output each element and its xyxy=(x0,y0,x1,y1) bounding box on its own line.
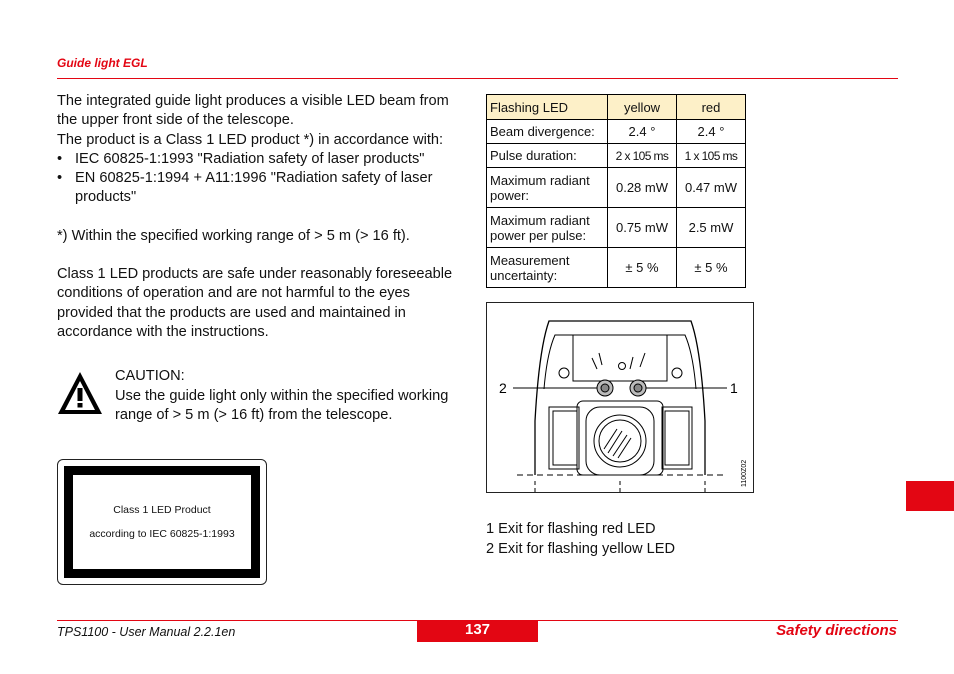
table-header-row xyxy=(487,95,746,120)
table-row xyxy=(487,168,746,208)
callout-label-2: 2 xyxy=(499,380,507,396)
figure-code: 1100Z02 xyxy=(741,459,748,487)
manual-title: TPS1100 - User Manual 2.2.1en xyxy=(57,625,236,639)
header-divider xyxy=(57,78,898,79)
label-line-2: according to IEC 60825-1:1993 xyxy=(89,528,235,540)
table-row xyxy=(487,144,746,168)
bullet-icon: • xyxy=(57,170,63,187)
table-cell: 0.47 mW xyxy=(677,168,746,208)
caution-block xyxy=(115,367,465,426)
table-header-cell: Flashing LED xyxy=(487,95,608,120)
table-cell: ± 5 % xyxy=(608,248,677,288)
table-cell: 0.75 mW xyxy=(608,208,677,248)
led-spec-table xyxy=(486,94,746,288)
chapter-title: Safety directions xyxy=(776,622,897,639)
table-header-cell: red xyxy=(677,95,746,120)
table-cell: ± 5 % xyxy=(677,248,746,288)
table-cell: Maximum radiant power: xyxy=(487,168,608,208)
table-row xyxy=(487,248,746,288)
telescope-illustration xyxy=(487,303,753,492)
bullet-icon: • xyxy=(57,150,63,167)
caution-title: CAUTION: xyxy=(115,368,185,384)
list-item: • IEC 60825-1:1993 "Radiation safety of laser products" xyxy=(57,150,467,169)
chapter-tab-marker xyxy=(906,481,954,511)
standards-list xyxy=(57,150,467,208)
table-cell: 0.28 mW xyxy=(608,168,677,208)
figure-caption xyxy=(486,520,786,559)
list-item: • EN 60825-1:1994 + A11:1996 "Radiation safety of laser products" xyxy=(57,170,433,206)
table-cell: 2.4 ° xyxy=(677,120,746,144)
intro-paragraph-2: The product is a Class 1 LED product *) in accordance with: xyxy=(57,131,444,148)
label-line-1: Class 1 LED Product xyxy=(113,504,211,516)
intro-paragraph-3: Class 1 LED products are safe under reasonably foreseeable conditions of operation and are not harmful to the eyes provided that the products are used and maintained in accordance with the instructions. xyxy=(57,266,453,340)
table-cell: Pulse duration: xyxy=(487,144,608,168)
table-cell: Maximum radiant power per pulse: xyxy=(487,208,608,248)
section-title: Guide light EGL xyxy=(57,56,148,70)
caption-line: 2 Exit for flashing yellow LED xyxy=(486,540,675,557)
telescope-figure xyxy=(486,302,754,493)
page-number: 137 xyxy=(417,620,538,642)
table-row xyxy=(487,120,746,144)
table-cell: 1 x 105 ms xyxy=(677,144,746,168)
led-class-label xyxy=(64,466,260,578)
intro-paragraph-1: The integrated guide light produces a visible LED beam from the upper front side of the telescope. xyxy=(57,93,449,129)
table-header-cell: yellow xyxy=(608,95,677,120)
caution-text: Use the guide light only within the specified working range of > 5 m (> 16 ft) from the telescope. xyxy=(115,387,449,423)
caption-line: 1 Exit for flashing red LED xyxy=(486,521,656,537)
table-cell: Measurement uncertainty: xyxy=(487,248,608,288)
table-cell: Beam divergence: xyxy=(487,120,608,144)
warning-triangle-icon xyxy=(56,370,104,416)
table-cell: 2.5 mW xyxy=(677,208,746,248)
intro-text xyxy=(57,92,467,342)
callout-label-1: 1 xyxy=(730,380,738,396)
table-cell: 2 x 105 ms xyxy=(608,144,677,168)
table-row xyxy=(487,208,746,248)
footnote: *) Within the specified working range of > 5 m (> 16 ft). xyxy=(57,227,410,244)
table-cell: 2.4 ° xyxy=(608,120,677,144)
